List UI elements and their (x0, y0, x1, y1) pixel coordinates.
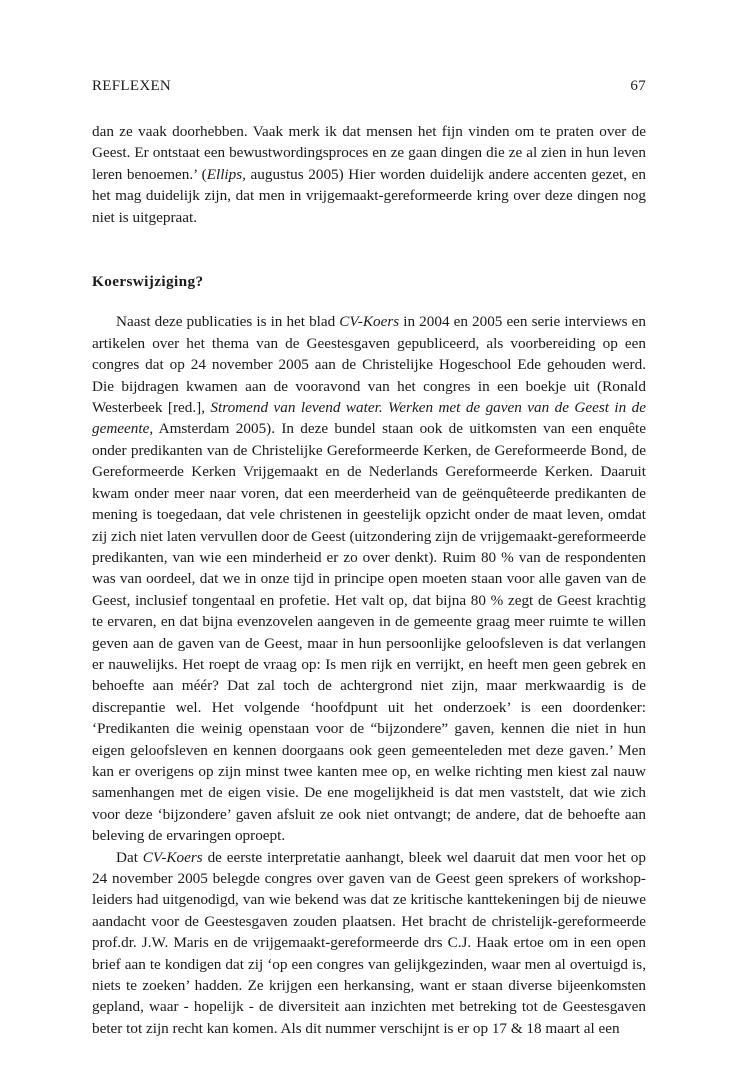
paragraph-3-text-b: de eerste interpretatie aanhangt, bleek wel daaruit dat men voor het op 24 november 2005 belegde congres over gaven van de Geest geen sprekers of workshop-leiders had uitgenodigd, van wie bekend was dat ze kritische kanttekeningen bij de nieuwe aandacht voor de Geestesgaven zouden plaatsen. Het bracht de christelijk-gereformeerde prof.dr. J.W. Maris en de vrijgemaakt-gereformeerde drs C.J. Haak ertoe om in een open brief aan te kondigen dat zij ‘op een congres van gelijkgezinden, waar men al overtuigd is, niets te zoeken’ hadden. Ze krijgen een herkansing, want er staan diverse bijeenkomsten gepland, waar - hopelijk - de diversiteit aan inzichten met betreking tot de Geestesgaven beter tot zijn recht kan komen. Als dit nummer verschijnt is er op 17 & 18 maart al een (92, 848, 646, 1037)
paragraph-2-text-b: in 2004 en 2005 een serie interviews en artikelen over het thema van de Geestesgaven gepubliceerd, als voorbereiding op een congres dat op 24 november 2005 aan de Christelijke Hogeschool Ede gehouden werd. Die bijdragen kwamen aan de vooravond van het congres in een boekje uit (Ronald Westerbeek [red.], (92, 313, 646, 417)
paragraph-3-text-a: Dat (116, 848, 143, 866)
body-text (92, 121, 646, 1039)
paragraph-2-text-a: Naast deze publicaties is in het blad (116, 313, 340, 331)
paragraph-2-text-c: , Amsterdam 2005). In deze bundel staan ook de uitkomsten van een enquête onder predikanten van de Christelijke Gereformeerde Kerken, de Gereformeerde Bond, de Gereformeerde Kerken Vrijgemaakt en de Nederlands Gereformeerde Kerken. Daaruit kwam onder meer naar voren, dat een meerderheid van de geënquêteerde predikanten de mening is toegedaan, dat vele christenen in geestelijk opzicht onder de maat leven, omdat zij zich niet laten vervullen door de Geest (uitzondering zijn de vrijgemaakt-gereformeerde predikanten, van wie een minderheid er zo over denkt). Ruim 80 % van de respondenten was van oordeel, dat we in onze tijd in principe open moeten staan voor alle gaven van de Geest, inclusief tongentaal en profetie. Het valt op, dat bijna 80 % zegt de Geest krachtig te ervaren, en dat bijna evenzovelen aangeven in de gemeente graag meer ruimte te willen geven aan de gaven van de Geest, maar in hun persoonlijke geloofsleven is dat verlangen er nauwelijks. Het roept de vraag op: Is men rijk en verrijkt, en heeft men geen gebrek en behoefte aan méér? Dat zal toch de achtergrond niet zijn, maar merkwaardig is de discrepantie wel. Het volgende ‘hoofdpunt uit het onderzoek’ is een doordenker: ‘Predikanten die weinig openstaan voor de “bijzondere” gaven, kennen die niet in hun eigen geloofsleven en kennen doorgaans ook geen gemeenteleden met deze gaven.’ Men kan er overigens op zijn minst twee kanten mee op, en welke richting men kiest zal nauw samenhangen met de eigen visie. De ene mogelijkheid is dat men vaststelt, dat wie zich voor deze ‘bijzondere’ gaven afsluit ze ook niet ontvangt; de andere, dat de behoefte aan beleving de ervaringen oproept. (92, 420, 646, 845)
paragraph-3 (92, 847, 646, 1040)
paragraph-1 (92, 121, 646, 228)
paragraph-2 (92, 311, 646, 846)
paragraph-2-italic-cv-koers: CV-Koers (339, 313, 400, 331)
paragraph-1-text-a: dan ze vaak doorhebben. Vaak merk ik dat mensen het fijn vinden om te praten over de Geest. Er ontstaat een bewustwordingsproces en ze gaan dingen die ze al zien in hun leven leren benoemen.’ ( (92, 123, 646, 183)
paragraph-2-italic-book-title: Stromend van levend water. Werken met de gaven van de Geest in de gemeente (92, 399, 646, 438)
running-title: REFLEXEN (92, 78, 172, 94)
paragraph-3-italic-cv-koers: CV-Koers (142, 848, 203, 866)
page-number: 67 (630, 78, 646, 94)
section-heading: Koerswijziging? (92, 273, 204, 291)
paragraph-1-text-b: , augustus 2005) Hier worden duidelijk andere accenten gezet, en het mag duidelijk zijn, dat men in vrijgemaakt-gereformeerde kring over deze dingen nog niet is uitgepraat. (92, 165, 646, 226)
paragraph-1-italic-ellips: Ellips (206, 165, 243, 183)
